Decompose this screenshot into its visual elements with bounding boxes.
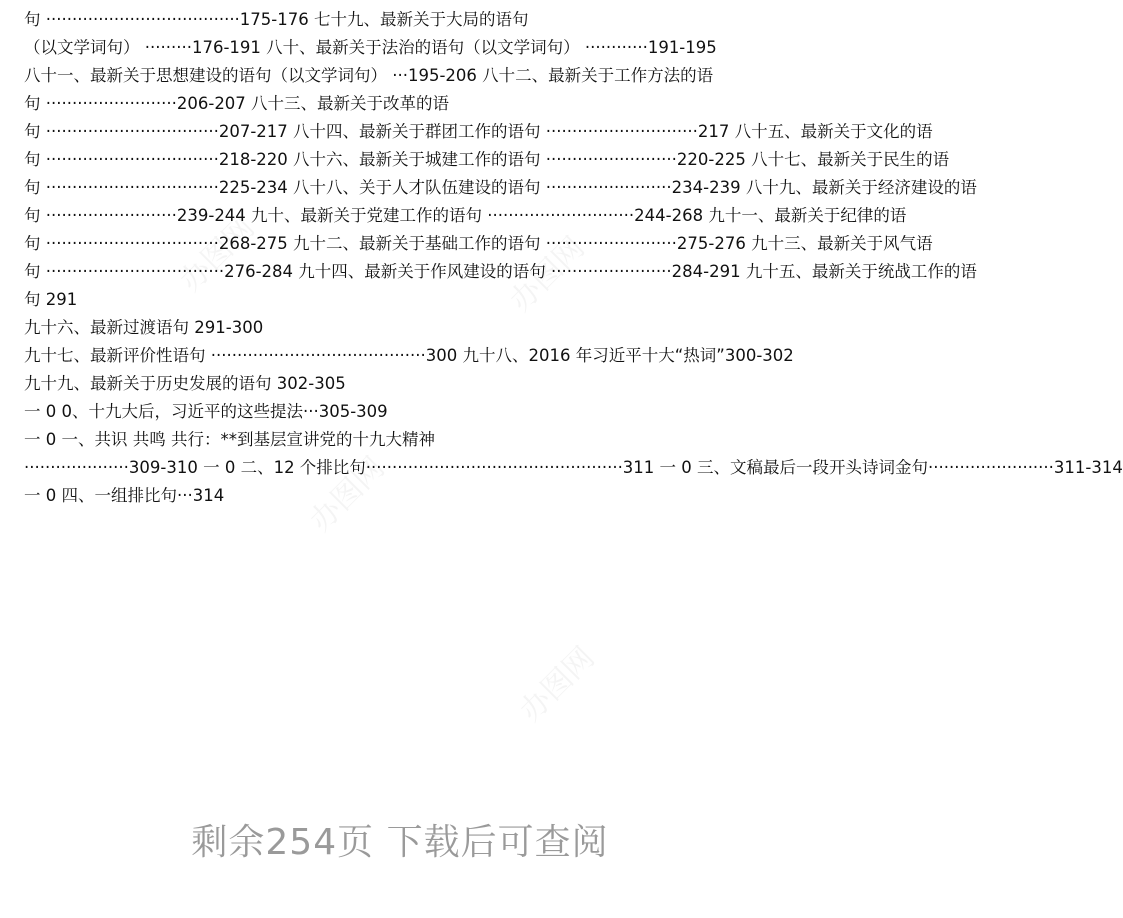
toc-line: 九十九、最新关于历史发展的语句 302-305 [24,374,346,393]
watermark-2: 办图网 [503,230,592,319]
watermark-4: 办图网 [513,640,602,729]
toc-line: 一 0 一、共识 共鸣 共行：**到基层宣讲党的十九大精神 [24,430,435,449]
toc-line: 一 0 四、一组排比句···314 [24,486,225,505]
toc-line: （以文学词句） ·········176-191 八十、最新关于法治的语句（以文学词句） ············191-195 [24,38,717,57]
watermark-1: 办图网 [173,210,262,299]
toc-line: 句 ·································218-220 八十六、最新关于城建工作的语句 ·························220-225 八十七、最新关于民生的语 [24,150,950,169]
toc-line: 句 ··································276-284 九十四、最新关于作风建设的语句 ·······················284-291 九十五、最新关于统战工作的语 [24,262,977,281]
toc-line: 九十六、最新过渡语句 291-300 [24,318,264,337]
table-of-contents [24,6,1123,510]
toc-line: 句 ·····································175-176 七十九、最新关于大局的语句 [24,10,529,29]
download-prompt[interactable]: 剩余254页 下载后可查阅 [191,822,609,863]
toc-line: 九十七、最新评价性语句 ·········································300 九十八、2016 年习近平十大“热词”300-302 [24,346,794,365]
toc-line: 一 0 0、十九大后，习近平的这些提法···305-309 [24,402,388,421]
toc-line: 八十一、最新关于思想建设的语句（以文学词句） ···195-206 八十二、最新关于工作方法的语 [24,66,714,85]
watermark-3: 办图网 [303,450,392,539]
toc-line: 句 ·························206-207 八十三、最新关于改革的语 [24,94,450,113]
toc-line: 句 ·································225-234 八十八、关于人才队伍建设的语句 ························234-239 八十九、最新关于经济建设的语 [24,178,977,197]
toc-line: 句 ·························239-244 九十、最新关于党建工作的语句 ····························244-268 九十一、最新关于纪律的语 [24,206,907,225]
toc-line: 句 ·································207-217 八十四、最新关于群团工作的语句 ·····························217 八十五、最新关于文化的语 [24,122,933,141]
toc-line: 句 ·································268-275 九十二、最新关于基础工作的语句 ·························275-276 九十三、最新关于风气语 [24,234,933,253]
toc-line: ····················309-310 一 0 二、12 个排比句·················································311 一 0 三、文稿最后一段开头诗词金句························311-314 [24,458,1123,477]
toc-line: 句 291 [24,290,78,309]
